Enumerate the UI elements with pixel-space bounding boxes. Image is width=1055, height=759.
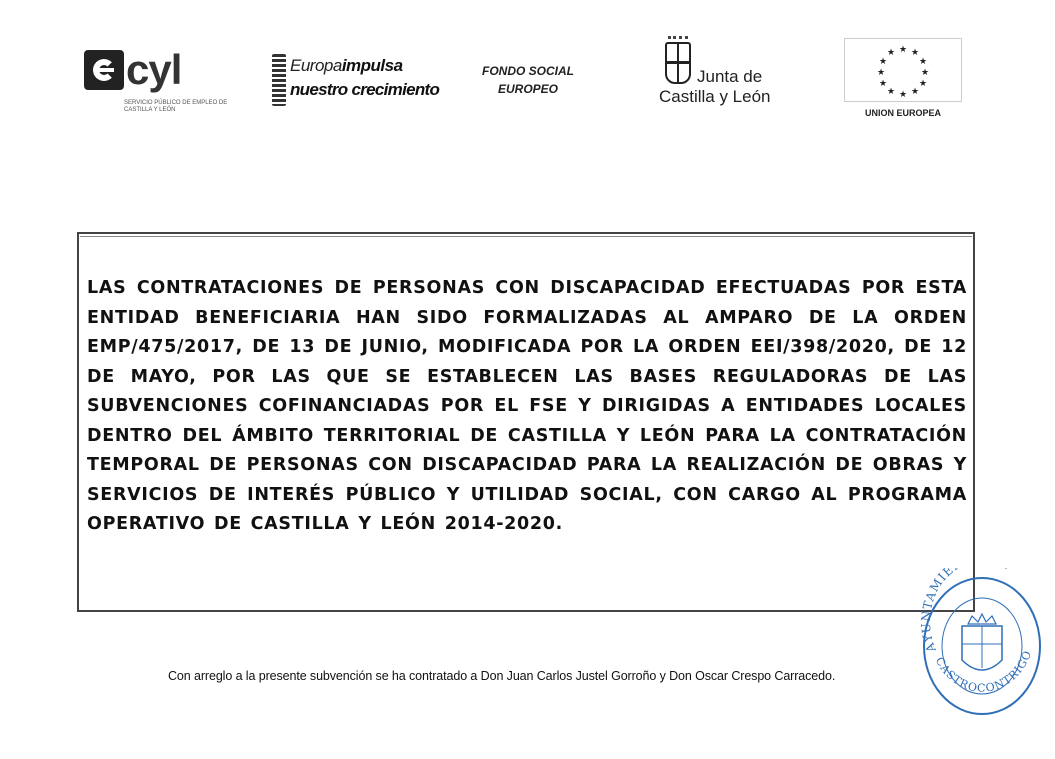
impulsa-word: impulsa [341,56,403,75]
notice-text [87,274,967,540]
svg-text:AYUNTAMIENTO DE: AYUNTAMIE [918,568,957,655]
svg-text:CASTROCONTRIGO (León): CASTROCONTRIGO [932,648,1035,695]
ecyl-subtitle: SERVICIO PÚBLICO DE EMPLEO DE CASTILLA Y LEÓN [124,100,228,113]
junta-castilla-leon-logo [655,42,785,122]
notice-line: TEMPORAL DE PERSONAS CON DISCAPACIDAD PARA LA REALIZACIÓN DE OBRAS Y [87,455,967,475]
europa-impulsa-logo [272,52,440,112]
notice-line: ENTIDAD BENEFICIARIA HAN SIDO FORMALIZADAS AL AMPARO DE LA ORDEN [87,307,967,328]
logo-header [0,0,1055,140]
notice-line: DENTRO DEL ÁMBITO TERRITORIAL DE CASTILLA Y LEÓN PARA LA CONTRATACIÓN [87,425,967,446]
notice-line: EMP/475/2017, DE 13 DE JUNIO, MODIFICADA POR LA ORDEN EEI/398/2020, DE 12 [87,337,967,357]
europa-line1 [290,56,403,76]
town-hall-stamp [918,568,1046,718]
fondo-social-europeo-label [468,62,588,102]
fse-line2: EUROPEO [497,82,558,96]
eu-stars-icon: ★ ★ ★ ★ ★ ★ ★ ★ ★ ★ ★ ★ [877,44,930,99]
ue-label: UNION EUROPEA [864,108,941,118]
ecyl-wordmark: cyl [126,46,182,93]
notice-box [77,232,975,612]
notice-line: OPERATIVO DE CASTILLA Y LEÓN 2014-2020. [87,514,564,534]
stamp-icon [918,568,1046,718]
europa-line2: nuestro crecimiento [290,80,440,99]
notice-line: SUBVENCIONES COFINANCIADAS POR EL FSE Y DIRIGIDAS A ENTIDADES LOCALES [87,396,967,416]
europa-flag-icon [272,54,286,106]
footer-note: Con arreglo a la presente subvención se ha contratado a Don Juan Carlos Justel Gorroño y Don Oscar Crespo Carracedo. [168,669,836,683]
notice-line: SERVICIOS DE INTERÉS PÚBLICO Y UTILIDAD SOCIAL, CON CARGO AL PROGRAMA [87,484,967,505]
fse-line1: FONDO SOCIAL [482,64,574,78]
union-europea-logo [844,38,964,126]
junta-line2: Castilla y León [659,87,771,106]
ecyl-logo [84,46,234,126]
europa-word: Europa [290,56,342,75]
eu-flag-icon [844,38,962,102]
coat-of-arms-icon [665,42,691,84]
junta-line1: Junta de [697,67,763,86]
notice-line: LAS CONTRATACIONES DE PERSONAS CON DISCAPACIDAD EFECTUADAS POR ESTA [87,278,967,298]
ecyl-e-mark-icon [84,50,124,90]
notice-line: DE MAYO, POR LAS QUE SE ESTABLECEN LAS BASES REGULADORAS DE LAS [87,366,967,387]
